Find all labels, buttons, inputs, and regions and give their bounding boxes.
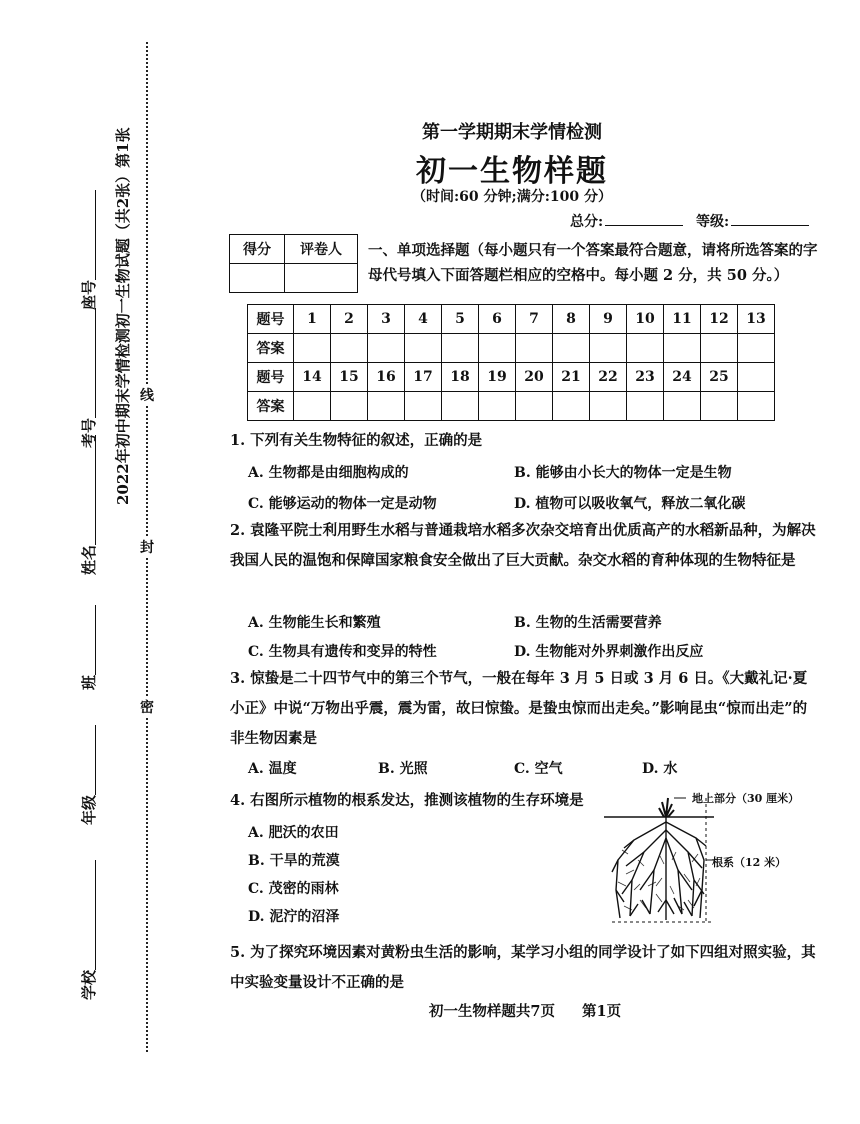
question-3-option-d[interactable]: D. 水	[642, 761, 678, 777]
field-grade-label: 年级	[80, 794, 98, 825]
number-label: 题号	[248, 363, 294, 392]
question-2-option-a[interactable]: A. 生物能生长和繁殖	[248, 615, 381, 631]
page-footer	[230, 1000, 820, 1021]
answer-cell[interactable]	[701, 392, 738, 421]
question-4-option-b[interactable]: B. 干旱的荒漠	[248, 853, 340, 869]
answer-cell[interactable]	[294, 334, 331, 363]
question-number: 15	[331, 363, 368, 392]
grade-level-field[interactable]	[731, 211, 809, 226]
answer-cell[interactable]	[664, 334, 701, 363]
answer-table	[247, 304, 775, 421]
seal-char-mi: 密	[140, 697, 154, 717]
grader-score-cell[interactable]	[230, 264, 285, 293]
grader-box	[229, 234, 358, 293]
question-number: 11	[664, 305, 701, 334]
question-number: 16	[368, 363, 405, 392]
root-system-figure	[604, 790, 824, 930]
answer-cell[interactable]	[442, 392, 479, 421]
question-1-option-c[interactable]: C. 能够运动的物体一定是动物	[248, 496, 437, 512]
question-4-option-d[interactable]: D. 泥泞的沼泽	[248, 909, 340, 925]
answer-cell[interactable]	[405, 392, 442, 421]
question-number: 19	[479, 363, 516, 392]
exam-name-vertical: 2022年初中期末学情检测初一生物试题（共2张）第1张	[114, 127, 132, 505]
question-number: 17	[405, 363, 442, 392]
question-number: 8	[553, 305, 590, 334]
question-number: 12	[701, 305, 738, 334]
grader-reviewer-cell[interactable]	[285, 264, 358, 293]
question-number: 3	[368, 305, 405, 334]
answer-cell[interactable]	[479, 392, 516, 421]
field-seat-number	[78, 190, 99, 310]
field-exam-number-line[interactable]	[81, 308, 96, 418]
question-number: 7	[516, 305, 553, 334]
exam-title: 初一生物样题	[416, 154, 608, 189]
answer-label: 答案	[248, 334, 294, 363]
field-school	[78, 860, 99, 1000]
answer-cell[interactable]	[738, 392, 775, 421]
answer-cell[interactable]	[331, 334, 368, 363]
answer-cell[interactable]	[479, 334, 516, 363]
answer-cell[interactable]	[553, 334, 590, 363]
question-number: 2	[331, 305, 368, 334]
field-grade	[78, 725, 99, 825]
question-number: 25	[701, 363, 738, 392]
question-number: 21	[553, 363, 590, 392]
question-3-stem: 3. 惊蛰是二十四节气中的第三个节气，一般在每年 3 月 5 日或 3 月 6 日。《大戴礼记·夏小正》中说“万物出乎震，震为雷，故曰惊蛰。是蛰虫惊而出走矣。”影响昆虫“惊而出走”的非生物因素是	[230, 670, 808, 747]
total-score-label: 总分:	[570, 214, 604, 230]
answer-cell[interactable]	[516, 392, 553, 421]
answer-cell[interactable]	[368, 334, 405, 363]
question-number: 24	[664, 363, 701, 392]
answer-table-answer-row-1	[248, 334, 775, 363]
field-name	[78, 435, 99, 575]
question-5-stem: 5. 为了探究环境因素对黄粉虫生活的影响，某学习小组的同学设计了如下四组对照实验，其中实验变量设计不正确的是	[230, 944, 816, 991]
field-class-line[interactable]	[81, 605, 96, 675]
field-name-line[interactable]	[81, 435, 96, 545]
field-exam-number-label: 考号	[80, 417, 98, 448]
binding-margin	[0, 0, 170, 1124]
answer-table-number-row-1	[248, 305, 775, 334]
answer-table-answer-row-2	[248, 392, 775, 421]
score-line	[570, 211, 817, 231]
question-2-option-b[interactable]: B. 生物的生活需要营养	[514, 615, 662, 631]
question-number: 14	[294, 363, 331, 392]
grade-level-label: 等级:	[696, 214, 730, 230]
question-2-option-d[interactable]: D. 生物能对外界刺激作出反应	[514, 644, 704, 660]
answer-cell[interactable]	[368, 392, 405, 421]
seal-char-xian: 线	[140, 385, 154, 405]
question-1-option-a[interactable]: A. 生物都是由细胞构成的	[248, 465, 409, 481]
field-school-line[interactable]	[81, 860, 96, 970]
total-score-field[interactable]	[605, 211, 683, 226]
field-class	[78, 605, 99, 690]
question-number: 6	[479, 305, 516, 334]
answer-cell[interactable]	[627, 334, 664, 363]
question-4-option-c[interactable]: C. 茂密的雨林	[248, 881, 339, 897]
question-3-option-a[interactable]: A. 温度	[248, 761, 297, 777]
question-4-stem: 4. 右图所示植物的根系发达，推测该植物的生存环境是	[230, 792, 584, 809]
answer-cell[interactable]	[294, 392, 331, 421]
grader-score-label: 得分	[230, 235, 285, 264]
question-3-option-b[interactable]: B. 光照	[378, 761, 428, 777]
field-name-label: 姓名	[80, 544, 98, 575]
field-school-label: 学校	[80, 969, 98, 1000]
exam-meta: （时间:60 分钟;满分:100 分）	[412, 189, 612, 205]
question-number: 20	[516, 363, 553, 392]
answer-cell[interactable]	[664, 392, 701, 421]
question-2-stem: 2. 袁隆平院士利用野生水稻与普通栽培水稻多次杂交培育出优质高产的水稻新品种，为解决我国人民的温饱和保障国家粮食安全做出了巨大贡献。杂交水稻的育种体现的生物特征是	[230, 522, 816, 569]
footer-subject: 初一生物样题共7页	[428, 1003, 555, 1020]
figure-top-label: 地上部分（30 厘米）	[692, 792, 800, 805]
answer-cell[interactable]	[590, 334, 627, 363]
section1-heading: 一、单项选择题（每小题只有一个答案最符合题意，请将所选答案的字母代号填入下面答题栏相应的空格中。每小题 2 分，共 50 分。）	[368, 242, 818, 284]
question-number: 9	[590, 305, 627, 334]
question-number: 5	[442, 305, 479, 334]
answer-cell[interactable]	[516, 334, 553, 363]
question-number: 22	[590, 363, 627, 392]
answer-cell[interactable]	[553, 392, 590, 421]
answer-table-number-row-2	[248, 363, 775, 392]
question-2-option-c[interactable]: C. 生物具有遗传和变异的特性	[248, 644, 437, 660]
question-1-stem: 1. 下列有关生物特征的叙述，正确的是	[230, 432, 483, 449]
question-number: 18	[442, 363, 479, 392]
field-seat-number-label: 座号	[80, 279, 98, 310]
answer-cell[interactable]	[590, 392, 627, 421]
answer-cell[interactable]	[331, 392, 368, 421]
field-class-label: 班	[80, 674, 98, 690]
answer-cell[interactable]	[627, 392, 664, 421]
question-number: 10	[627, 305, 664, 334]
field-grade-line[interactable]	[81, 725, 96, 795]
number-label: 题号	[248, 305, 294, 334]
question-1-option-d[interactable]: D. 植物可以吸收氧气，释放二氧化碳	[514, 496, 746, 512]
question-number: 1	[294, 305, 331, 334]
question-number: 4	[405, 305, 442, 334]
answer-cell[interactable]	[405, 334, 442, 363]
question-number	[738, 363, 775, 392]
field-exam-number	[78, 308, 99, 448]
question-number: 23	[627, 363, 664, 392]
answer-cell[interactable]	[442, 334, 479, 363]
question-number: 13	[738, 305, 775, 334]
footer-page-number: 第1页	[582, 1003, 622, 1020]
question-4-option-a[interactable]: A. 肥沃的农田	[248, 825, 339, 841]
exam-subtitle: 第一学期期末学情检测	[422, 122, 602, 143]
grader-reviewer-label: 评卷人	[285, 235, 358, 264]
seal-char-feng: 封	[140, 537, 154, 557]
figure-root-label: 根系（12 米）	[712, 856, 787, 869]
question-1-option-b[interactable]: B. 能够由小长大的物体一定是生物	[514, 465, 732, 481]
question-3-option-c[interactable]: C. 空气	[514, 761, 563, 777]
answer-label: 答案	[248, 392, 294, 421]
answer-cell[interactable]	[701, 334, 738, 363]
field-seat-number-line[interactable]	[81, 190, 96, 280]
answer-cell[interactable]	[738, 334, 775, 363]
